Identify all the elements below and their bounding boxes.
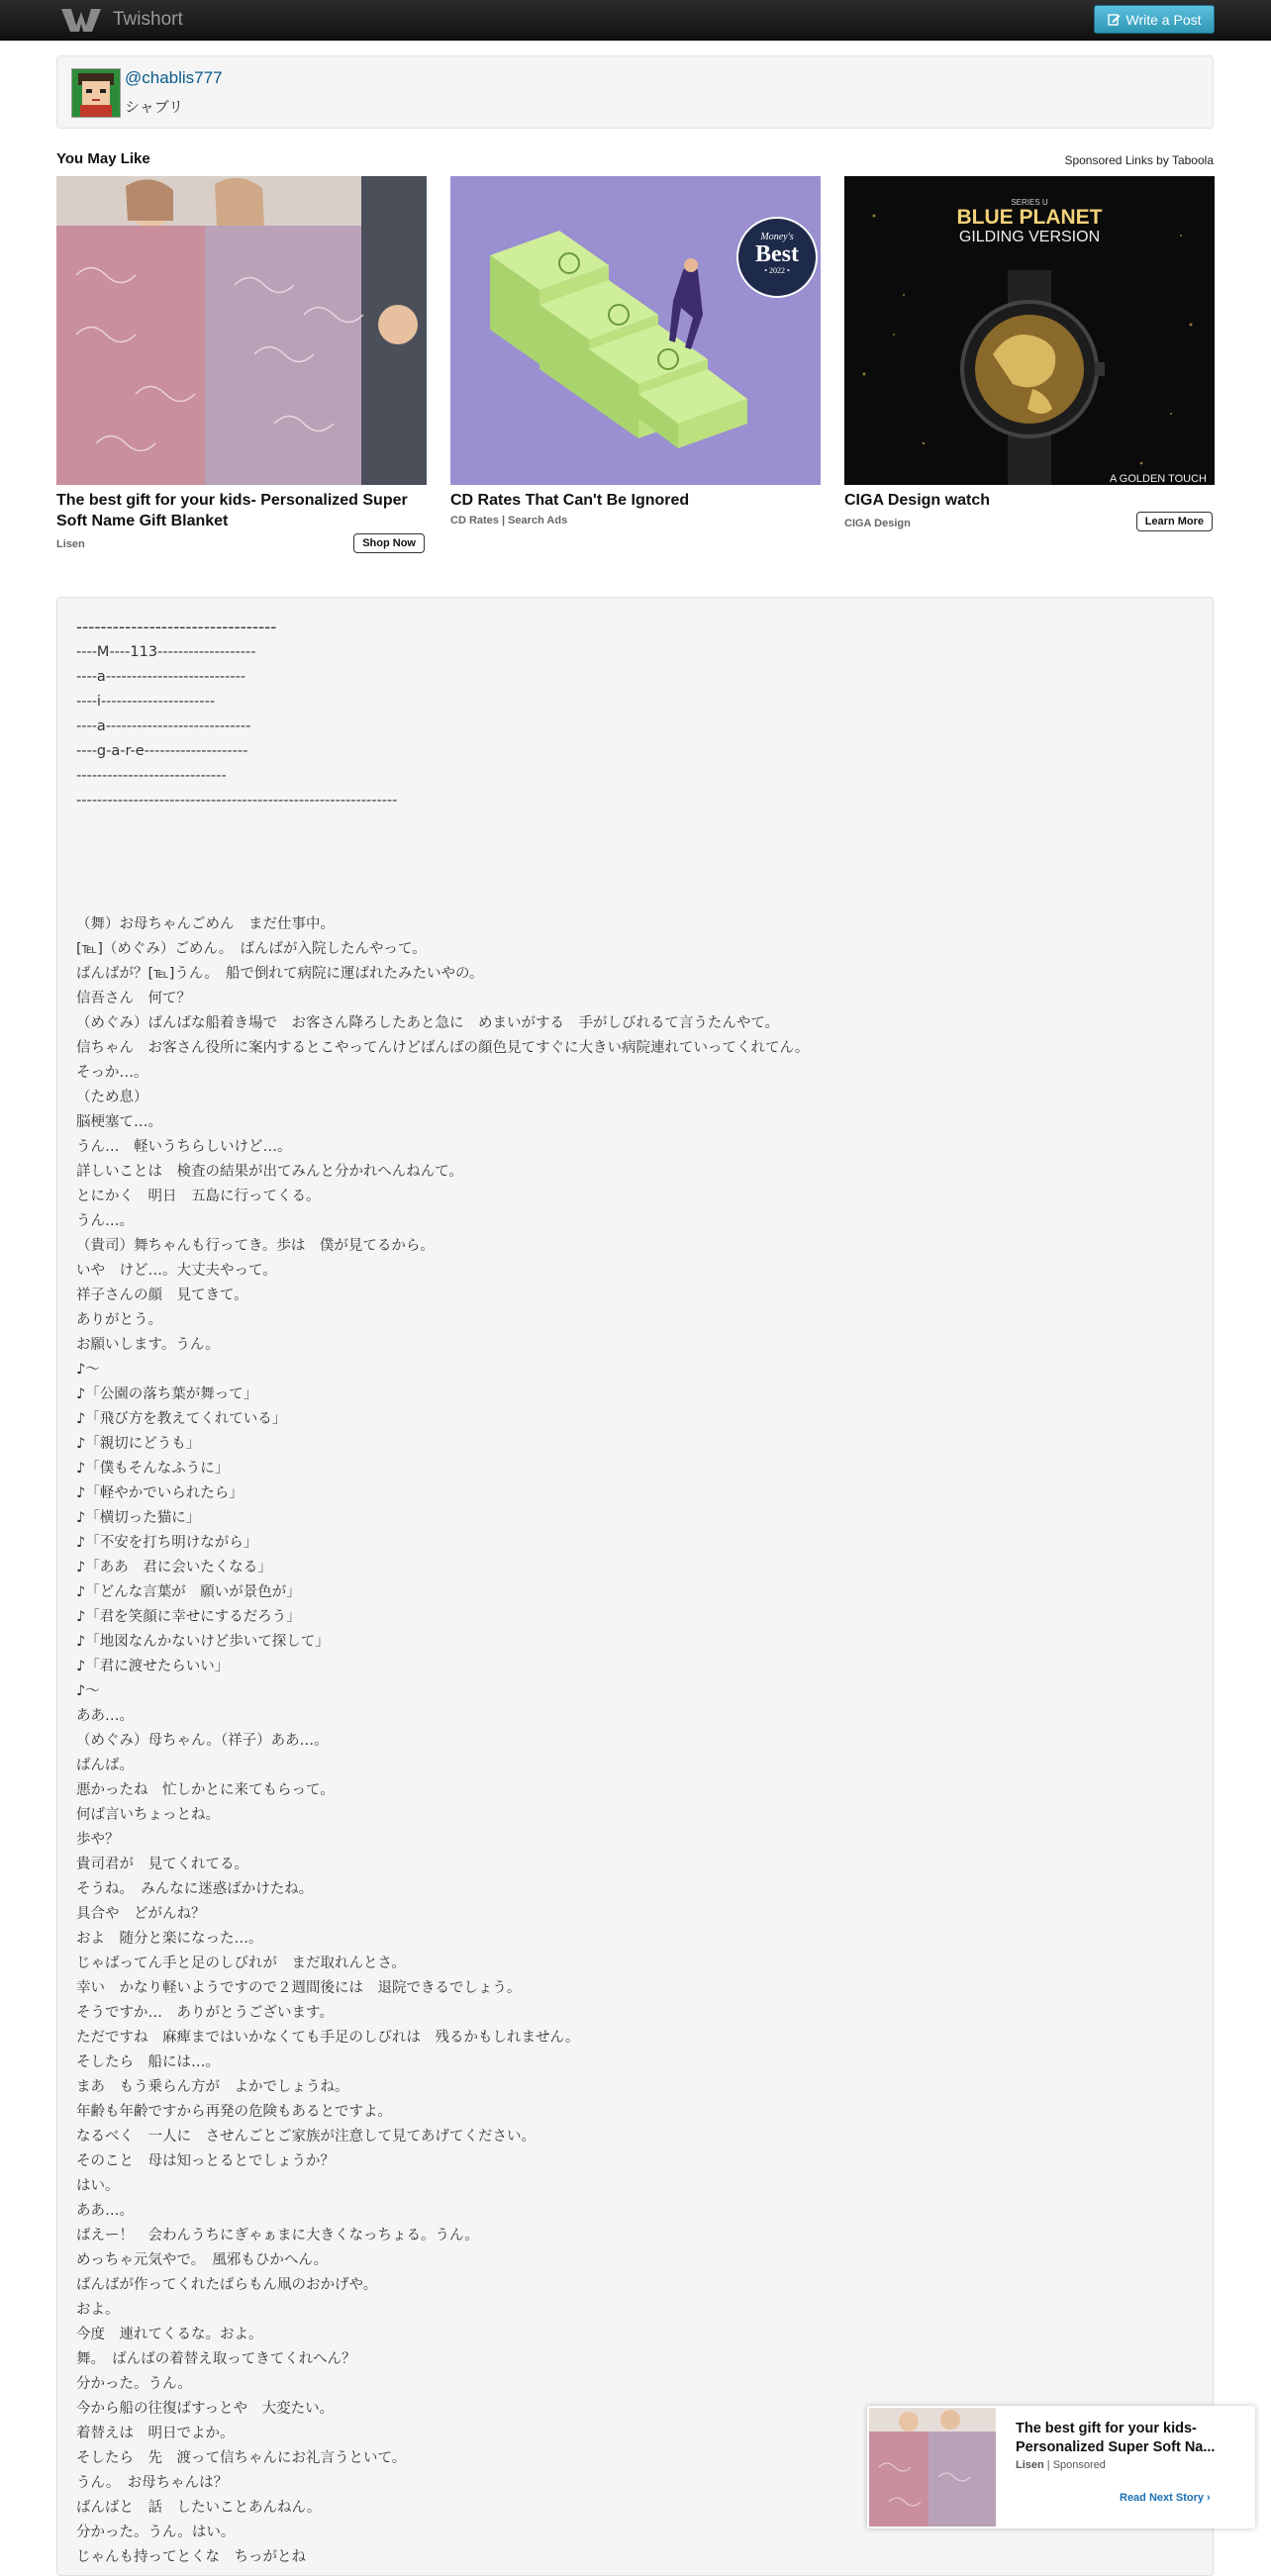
post-line: （めぐみ）母ちゃん。（祥子）ああ…。: [76, 1733, 329, 1749]
post-line: およ 随分と楽になった…。: [76, 1931, 263, 1947]
shop-now-button[interactable]: Shop Now: [353, 533, 425, 553]
floating-ad[interactable]: [867, 2406, 1255, 2528]
post-line: ♪「軽やかでいられたら」: [76, 1485, 244, 1501]
post-line: ----M----113-------------------: [76, 644, 256, 660]
post-line: ----a----------------------------: [76, 718, 251, 734]
post-line: [76, 863, 1185, 888]
post-line: ああ…。: [76, 1708, 134, 1724]
post-line: ばえー！ 会わんうちにぎゃぁまに大きくなっちょる。うん。: [76, 2228, 479, 2243]
watch-ad-series: SERIES U: [1011, 198, 1048, 207]
post-line: ♪～: [76, 1683, 100, 1699]
profile-handle[interactable]: @chablis777: [125, 68, 223, 87]
chevron-right-icon: ›: [1207, 2492, 1211, 2504]
post-line: -----------------------------: [76, 768, 227, 784]
edit-icon: [1108, 13, 1121, 26]
write-post-label: Write a Post: [1125, 11, 1202, 28]
post-line: [76, 813, 1185, 838]
watch-ad-line-2: GILDING VERSION: [958, 229, 1101, 245]
card-3-source: CIGA Design: [844, 518, 911, 529]
post-line: 祥子さんの顔 見てきて。: [76, 1288, 248, 1303]
badge-line-2: Best: [755, 241, 799, 267]
post-line: ----a---------------------------: [76, 669, 246, 685]
post-line: そしたら 船には…。: [76, 2054, 220, 2070]
post-line: （貴司）舞ちゃんも行ってき。歩は 僕が見てるから。: [76, 1238, 435, 1254]
post-line: （めぐみ）ばんばな船着き場で お客さん降ろしたあと急に めまいがする 手がしびれるて言うたんやて。: [76, 1015, 780, 1031]
post-text: [76, 616, 1185, 2570]
post-line: 貴司君が 見てくれてる。: [76, 1857, 248, 1872]
post-line: ばんばと 話 したいことあんねん。: [76, 2500, 322, 2516]
post-line: ----g-a-r-e--------------------: [76, 743, 248, 759]
post-line: 幸い かなり軽いようですので２週間後には 退院できるでしょう。: [76, 1980, 522, 1996]
post-content-box: [56, 597, 1214, 2576]
sponsored-links-label[interactable]: Sponsored Links by Taboola: [1064, 153, 1214, 167]
avatar[interactable]: [71, 68, 121, 118]
post-line: うん… 軽いうちらしいけど…。: [76, 1139, 292, 1155]
post-line: ♪「地図なんかないけど歩いて探して」: [76, 1634, 330, 1650]
post-line: ♪「僕もそんなふうに」: [76, 1461, 230, 1477]
twishort-logo-icon: [59, 6, 103, 34]
post-line: 脳梗塞て…。: [76, 1114, 162, 1130]
post-line: そっか…。: [76, 1065, 148, 1081]
profile-box: [56, 55, 1214, 129]
post-line: 歩や？: [76, 1832, 120, 1848]
post-line: まあ もう乗らん方が よかでしょうね。: [76, 2079, 349, 2095]
post-line: いや けど…。大丈夫やって。: [76, 1263, 277, 1279]
post-line: なるべく 一人に させんごとご家族が注意して見てあげてください。: [76, 2129, 536, 2145]
floating-ad-title[interactable]: The best gift for your kids- Personalized Super Soft Na...: [1016, 2421, 1216, 2455]
post-line: 今度 連れてくるな。およ。: [76, 2327, 263, 2342]
post-line: 信ちゃん お客さん役所に案内するとこやってんけどばんばの顔色見てすぐに大きい病院連れていってくれてん。: [76, 1040, 810, 1056]
brand-name: Twishort: [113, 9, 183, 30]
post-line: 今から船の往復ばすっとや 大変たい。: [76, 2401, 335, 2417]
post-line: じゃばってん手と足のしびれが まだ取れんとさ。: [76, 1956, 406, 1971]
post-line: うん…。: [76, 1213, 134, 1229]
post-line: そのこと 母は知っとるとでしょうか？: [76, 2153, 335, 2169]
post-line: ♪～: [76, 1362, 100, 1378]
card-1-headline[interactable]: The best gift for your kids- Personalized Super Soft Name Gift Blanket: [56, 492, 408, 529]
card-2-source: CD Rates | Search Ads: [450, 515, 568, 526]
post-line: ----i----------------------: [76, 694, 216, 710]
post-line: （舞）お母ちゃんごめん まだ仕事中。: [76, 916, 335, 932]
post-line: ありがとう。: [76, 1312, 162, 1328]
post-line: ♪「親切にどうも」: [76, 1436, 201, 1452]
card-1-source: Lisen: [56, 538, 85, 550]
post-lines: [76, 640, 1185, 2570]
post-line: ばんばが作ってくれたばらもん凧のおかげや。: [76, 2277, 378, 2293]
recommend-card-1[interactable]: [56, 176, 427, 550]
you-may-like-heading: You May Like: [56, 150, 150, 167]
post-line: めっちゃ元気やで。 風邪もひかへん。: [76, 2252, 329, 2268]
post-line: ああ…。: [76, 2203, 134, 2219]
post-line: ♪「不安を打ち明けながら」: [76, 1535, 258, 1551]
floating-ad-source: Lisen | Sponsored: [1016, 2459, 1106, 2471]
watch-ad-line-1: BLUE PLANET: [956, 206, 1103, 229]
card-3-image: [844, 176, 1215, 485]
card-3-headline[interactable]: CIGA Design watch: [844, 492, 990, 509]
recommend-card-2[interactable]: [450, 176, 821, 526]
post-line: およ。: [76, 2302, 120, 2318]
post-line: [76, 888, 1185, 912]
card-2-image: [450, 176, 821, 485]
post-line: うん。 お母ちゃんは？: [76, 2475, 229, 2491]
read-next-story-link[interactable]: Read Next Story ›: [1120, 2492, 1211, 2504]
post-line: はい。: [76, 2178, 120, 2194]
floating-ad-thumbnail: [869, 2408, 996, 2527]
post-line: ♪「公園の落ち葉が舞って」: [76, 1386, 258, 1402]
post-line: 分かった。うん。はい。: [76, 2525, 236, 2540]
post-line: ただですね 麻痺まではいかなくても手足のしびれは 残るかもしれません。: [76, 2030, 580, 2046]
post-line: とにかく 明日 五島に行ってくる。: [76, 1189, 321, 1204]
post-line: ♪「ああ 君に会いたくなる」: [76, 1560, 272, 1575]
post-line: そしたら 先 渡って信ちゃんにお礼言うといて。: [76, 2450, 407, 2466]
post-line: [76, 838, 1185, 863]
post-line: 信吾さん 何て？: [76, 991, 191, 1006]
card-1-image: [56, 176, 427, 485]
post-header-line: ---------------------------------: [76, 618, 277, 637]
badge-line-1: Money's: [760, 232, 794, 242]
post-line: 悪かったね 忙しかとに来てもらって。: [76, 1782, 335, 1798]
post-line: ♪「横切った猫に」: [76, 1510, 201, 1526]
post-line: 詳しいことは 検査の結果が出てみんと分かれへんねんて。: [76, 1164, 463, 1180]
post-line: ばんば。: [76, 1758, 134, 1773]
learn-more-button[interactable]: Learn More: [1136, 512, 1213, 531]
post-line: 具合や どがんね？: [76, 1906, 206, 1922]
brand-link[interactable]: [59, 6, 183, 34]
post-line: 年齢も年齢ですから再発の危険もあるとですよ。: [76, 2104, 392, 2120]
post-line: お願いします。うん。: [76, 1337, 220, 1353]
top-navbar: [0, 0, 1271, 41]
profile-display-name: シャブリ: [125, 98, 184, 116]
post-line: 舞。 ばんばの着替え取ってきてくれへん？: [76, 2351, 356, 2367]
post-line: （ため息）: [76, 1090, 148, 1105]
post-line: 着替えは 明日でよか。: [76, 2426, 235, 2441]
post-line: そうね。 みんなに迷惑ばかけたね。: [76, 1881, 314, 1897]
post-line: ばんばが？[℡]うん。 船で倒れて病院に運ばれたみたいやの。: [76, 966, 484, 982]
badge-line-3: • 2022 •: [764, 266, 790, 275]
post-line: [℡]（めぐみ）ごめん。 ばんばが入院したんやって。: [76, 941, 427, 957]
watch-ad-tagline: A GOLDEN TOUCH: [1109, 473, 1207, 485]
write-post-button[interactable]: [1094, 5, 1215, 34]
post-line: 分かった。うん。: [76, 2376, 192, 2392]
post-line: ♪「君に渡せたらいい」: [76, 1659, 230, 1674]
post-line: ♪「飛び方を教えてくれている」: [76, 1411, 287, 1427]
card-2-headline[interactable]: CD Rates That Can't Be Ignored: [450, 492, 690, 509]
recommend-card-3[interactable]: [844, 176, 1215, 529]
post-line: ♪「君を笑顔に幸せにするだろう」: [76, 1609, 301, 1625]
post-line: じゃんも持ってとくな ちっがとね: [76, 2549, 306, 2565]
post-line: 何ば言いちょっとね。: [76, 1807, 220, 1823]
post-line: --------------------------------------------------------------: [76, 793, 398, 809]
post-line: ♪「どんな言葉が 願いが景色が」: [76, 1584, 301, 1600]
post-line: そうですか… ありがとうございます。: [76, 2005, 334, 2021]
